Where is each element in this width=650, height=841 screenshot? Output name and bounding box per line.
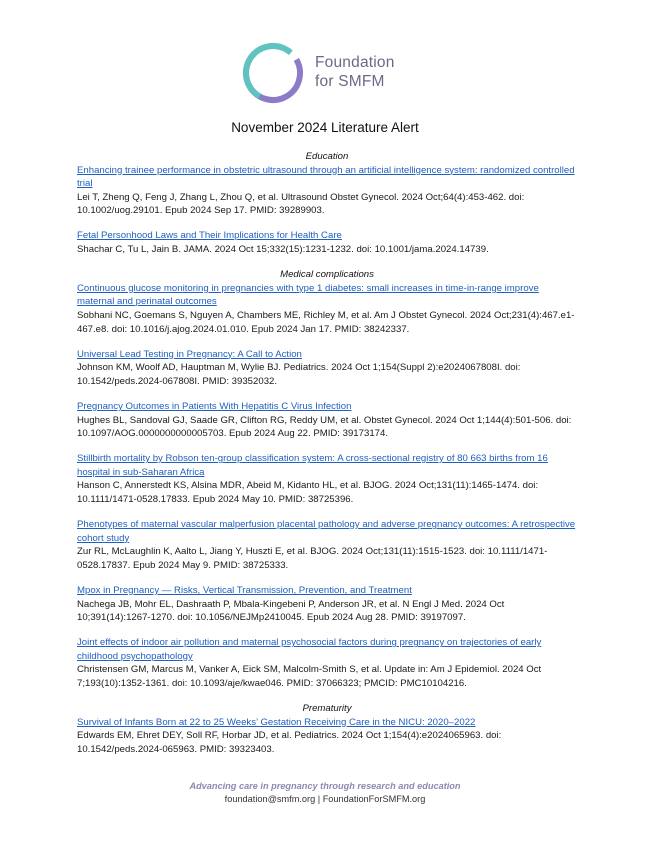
literature-entry bbox=[77, 348, 577, 389]
literature-entry bbox=[77, 452, 577, 506]
article-citation: Hughes BL, Sandoval GJ, Saade GR, Clifton RG, Reddy UM, et al. Obstet Gynecol. 2024 Oct 1;144(4):501-506. doi: 10.1097/AOG.0000000000005703. Epub 2024 Aug 22. PMID: 39173174. bbox=[77, 414, 572, 440]
article-title-link[interactable]: Continuous glucose monitoring in pregnancies with type 1 diabetes: small increases in time-in-range improve maternal and perinatal outcomes bbox=[77, 282, 539, 308]
section-heading: Education bbox=[305, 151, 349, 162]
article-citation: Hanson C, Annerstedt KS, Alsina MDR, Abeid M, Kidanto HL, et al. BJOG. 2024 Oct;131(11):1465-1474. doi: 10.1111/1471-0528.17833. Epub 2024 May 10. PMID: 38725396. bbox=[77, 480, 539, 505]
literature-entry bbox=[77, 282, 577, 336]
logo-line-1: Foundation bbox=[315, 54, 395, 71]
logo-ring-icon bbox=[240, 40, 310, 110]
article-citation: Christensen GM, Marcus M, Vanker A, Eick SM, Malcolm-Smith S, et al. Update in: Am J Epidemiol. 2024 Oct 7;193(10):1352-1361. doi: 10.1093/aje/kwae046. PMID: 37066323; PMCID: PMC10104216. bbox=[77, 664, 542, 689]
article-title-link[interactable]: Joint effects of indoor air pollution and maternal psychosocial factors during pregnancy on trajectories of early childhood psychopathology bbox=[77, 637, 542, 662]
article-title-link[interactable]: Survival of Infants Born at 22 to 25 Weeks’ Gestation Receiving Care in the NICU: 2020–2022 bbox=[77, 716, 476, 728]
literature-entry bbox=[77, 636, 577, 690]
page-title: November 2024 Literature Alert bbox=[231, 120, 419, 135]
article-citation: Sobhani NC, Goemans S, Nguyen A, Chambers ME, Richley M, et al. Am J Obstet Gynecol. 2024 Oct;231(4):467.e1-467.e8. doi: 10.1016/j.ajog.2024.01.010. Epub 2024 Jan 17. PMID: 38242337. bbox=[77, 309, 575, 335]
article-citation: Shachar C, Tu L, Jain B. JAMA. 2024 Oct 15;332(15):1231-1232. doi: 10.1001/jama.2024.14739. bbox=[77, 244, 489, 256]
logo-line-2: for SMFM bbox=[315, 73, 385, 90]
article-citation: Edwards EM, Ehret DEY, Soll RF, Horbar JD, et al. Pediatrics. 2024 Oct 1;154(4):e2024065963. doi: 10.1542/peds.2024-065963. PMID: 39323403. bbox=[77, 730, 502, 755]
article-citation: Nachega JB, Mohr EL, Dashraath P, Mbala-Kingebeni P, Anderson JR, et al. N Engl J Med. 2024 Oct 10;391(14):1267-1270. doi: 10.1056/NEJMp2410045. Epub 2024 Aug 28. PMID: 39197097. bbox=[77, 598, 505, 624]
article-title-link[interactable]: Universal Lead Testing in Pregnancy: A Call to Action bbox=[77, 348, 302, 360]
literature-list bbox=[77, 148, 577, 768]
article-citation: Zur RL, McLaughlin K, Aalto L, Jiang Y, Huszti E, et al. BJOG. 2024 Oct;131(11):1515-1523. doi: 10.1111/1471-0528.17837. Epub 2024 May 9. PMID: 38725333. bbox=[77, 546, 548, 571]
article-title-link[interactable]: Fetal Personhood Laws and Their Implications for Health Care bbox=[77, 230, 342, 242]
literature-entry bbox=[77, 164, 577, 218]
footer-tagline: Advancing care in pregnancy through research and education bbox=[189, 781, 461, 791]
section-heading: Prematurity bbox=[302, 703, 352, 715]
article-title-link[interactable]: Phenotypes of maternal vascular malperfusion placental pathology and adverse pregnancy outcomes: A retrospective cohort study bbox=[77, 519, 576, 544]
foundation-logo bbox=[240, 40, 420, 100]
logo-wordmark bbox=[315, 53, 395, 91]
literature-entry bbox=[77, 518, 577, 572]
literature-entry bbox=[77, 716, 577, 757]
article-title-link[interactable]: Mpox in Pregnancy — Risks, Vertical Transmission, Prevention, and Treatment bbox=[77, 584, 412, 596]
footer bbox=[0, 780, 650, 805]
section-heading: Medical complications bbox=[280, 269, 374, 281]
literature-entry bbox=[77, 400, 577, 441]
article-title-link[interactable]: Enhancing trainee performance in obstetric ultrasound through an artificial intelligence system: randomized controlled trial bbox=[77, 164, 575, 190]
article-citation: Johnson KM, Woolf AD, Hauptman M, Wylie BJ. Pediatrics. 2024 Oct 1;154(Suppl 2):e2024067808I. doi: 10.1542/peds.2024-067808I. PMID: 39352032. bbox=[77, 362, 521, 387]
footer-contact: foundation@smfm.org | FoundationForSMFM.org bbox=[224, 793, 426, 804]
literature-entry bbox=[77, 584, 577, 625]
article-citation: Lei T, Zheng Q, Feng J, Zhang L, Zhou Q, et al. Ultrasound Obstet Gynecol. 2024 Oct;64(4):453-462. doi: 10.1002/uog.29101. Epub 2024 Sep 17. PMID: 39289903. bbox=[77, 191, 525, 217]
literature-entry bbox=[77, 229, 577, 256]
article-title-link[interactable]: Stillbirth mortality by Robson ten-group classification system: A cross-sectional registry of 80 663 births from 16 hospital in sub-Saharan Africa bbox=[77, 453, 548, 478]
article-title-link[interactable]: Pregnancy Outcomes in Patients With Hepatitis C Virus Infection bbox=[77, 400, 352, 412]
